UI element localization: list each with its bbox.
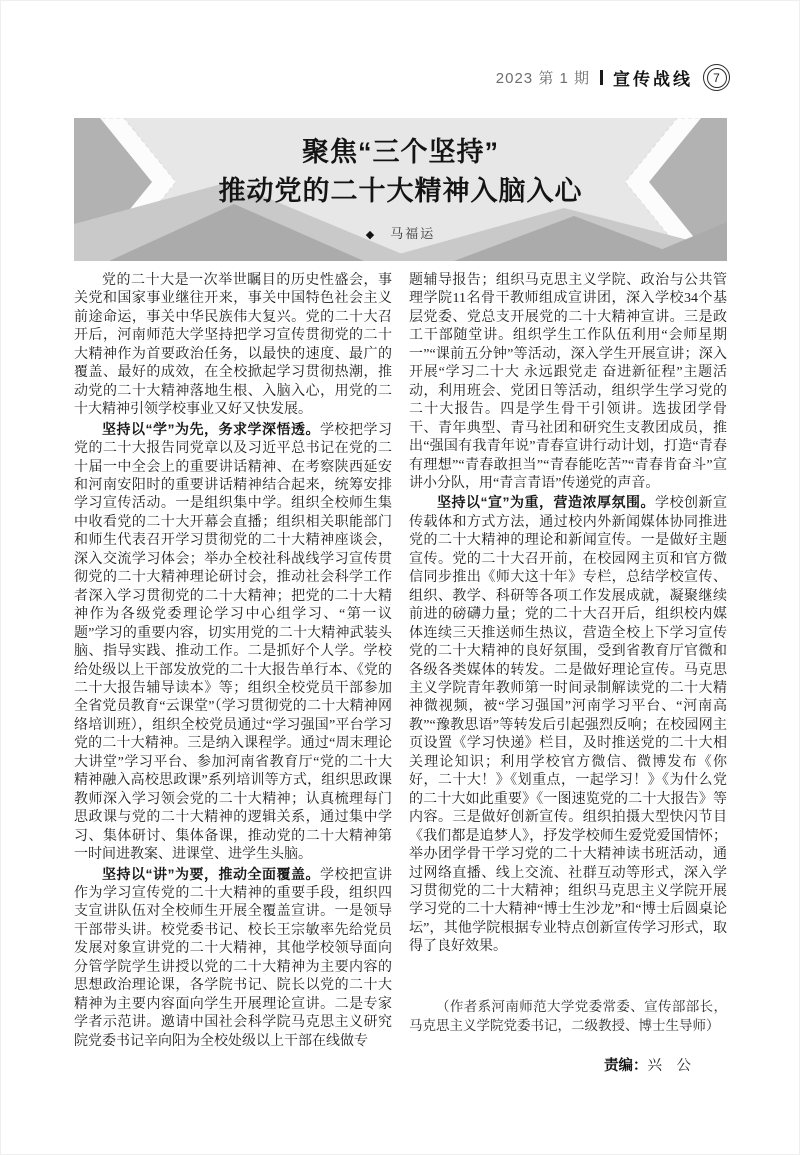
header-divider xyxy=(600,70,603,85)
page-header xyxy=(496,64,730,91)
column-right xyxy=(409,272,727,1075)
paragraph-3: 坚持以“讲”为要，推动全面覆盖。学校把宣讲作为学习宣传党的二十大精神的重要手段，组织四支宣讲队伍对全校师生开展全覆盖宣讲。一是领导干部带头讲。校党委书记、校长王宗敏率先给党员发展对象宣讲党的二十大精神，其他学校领导面向分管学院学生讲授以党的二十大精神为主要内容的思想政治理论课，各学院书记、院长以党的二十大精神为主要内容面向学生开展理论宣讲。二是专家学者示范讲。邀请中国社会科学院马克思主义研究院党委书记辛向阳为全校处级以上干部在线做专 xyxy=(74,865,392,1049)
section-title: 宣传战线 xyxy=(613,70,693,89)
editor-name: 兴 公 xyxy=(647,1057,691,1074)
page-number: 7 xyxy=(707,68,727,88)
title-line-2: 推动党的二十大精神入脑入心 xyxy=(218,176,583,206)
article-body xyxy=(74,272,727,1075)
paragraph-4: 坚持以“宣”为重，营造浓厚氛围。学校创新宣传载体和方式方法，通过校内外新闻媒体协同推进党的二十大精神的理论和新闻宣传。一是做好主题宣传。党的二十大召开前，在校园网主页和官方微信同步推出《师大这十年》专栏，总结学校宣传、组织、教学、科研等各项工作发展成就，凝聚继续前进的磅礴力量；党的二十大召开后，组织校内媒体连续三天推送师生热议，营造全校上下学习宣传党的二十大精神的良好氛围，受到省教育厅官微和各级各类媒体的转发。二是做好理论宣传。马克思主义学院青年教师第一时间录制解读党的二十大精神微视频，被“学习强国”河南学习平台、“河南高教”“豫教思语”等转发后引起强烈反响；在校园网主页设置《学习快递》栏目，及时推送党的二十大相关理论知识；利用学校官方微信、微博发布《你好，二十大！》《划重点，一起学习！》《为什么党的二十大如此重要》《一图速览党的二十大报告》等内容。三是做好创新宣传。组织拍摄大型快闪节目《我们都是追梦人》，抒发学校师生爱党爱国情怀；举办团学骨干学习党的二十大精神读书班活动，通过网络直播、线上交流、社群互动等形式，深入学习贯彻党的二十大精神；组织马克思主义学院开展学习党的二十大精神“博士生沙龙”和“博士后圆桌论坛”，其他学院根据专业特点创新宣传学习形式，取得了良好效果。 xyxy=(409,494,727,955)
title-banner xyxy=(74,118,727,261)
paragraph-2: 坚持以“学”为先，务求学深悟透。学校把学习党的二十大报告同党章以及习近平总书记在党的二十届一中全会上的重要讲话精神、在考察陕西延安和河南安阳时的重要讲话精神结合起来，统筹安排学习宣传活动。一是组织集中学。组织全校师生集中收看党的二十大开幕会直播；组织相关职能部门和师生代表召开学习贯彻党的二十大精神座谈会，深入交流学习体会；举办全校社科战线学习宣传贯彻党的二十大精神理论研讨会，推动社会科学工作者深入学习贯彻党的二十大精神；把党的二十大精神作为各级党委理论学习中心组学习、“第一议题”学习的重要内容，切实用党的二十大精神武装头脑、指导实践、推动工作。二是抓好个人学。学校给处级以上干部发放党的二十大报告单行本、《党的二十大报告辅导读本》等；组织全校党员干部参加全省党员教育“云课堂”（学习贯彻党的二十大精神网络培训班），组织全校党员通过“学习强国”平台学习党的二十大精神。三是纳入课程学。通过“周末理论大讲堂”学习平台、参加河南省教育厅“党的二十大精神融入高校思政课”系列培训等方式，组织思政课教师深入学习领会党的二十大精神；认真梳理每门思政课与党的二十大精神的逻辑关系，通过集中学习、集体研讨、集体备课，推动党的二十大精神第一时间进教案、进课堂、进学生头脑。 xyxy=(74,420,392,863)
editor-line xyxy=(409,1057,727,1075)
author-attribution: （作者系河南师范大学党委常委、宣传部部长，马克思主义学院党委书记，二级教授、博士生导师） xyxy=(409,998,727,1034)
diamond-icon: ◆ xyxy=(365,229,375,241)
author-row xyxy=(74,223,727,242)
article-title xyxy=(74,133,727,211)
column-left xyxy=(74,272,392,1075)
paragraph-3-lead: 坚持以“讲”为要，推动全面覆盖。 xyxy=(102,865,320,882)
paragraph-3-continued: 题辅导报告；组织马克思主义学院、政治与公共管理学院11名骨干教师组成宣讲团，深入学校34个基层党委、党总支开展党的二十大精神宣讲。三是政工干部随堂讲。组织学生工作队伍利用“会师星期一”“课前五分钟”等活动，深入学生开展宣讲；深入开展“学习二十大 永远跟党走 奋进新征程”主题活动，利用班会、党团日等活动，组织学生学习党的二十大报告。四是学生骨干引领讲。选拔团学骨干、青年典型、青马社团和研究生支教团成员，推出“强国有我青年说”青春宣讲行动计划，打造“青春有理想”“青春敢担当”“青春能吃苦”“青春肯奋斗”宣讲小分队，用“青言青语”传递党的声音。 xyxy=(409,273,727,491)
paragraph-1: 党的二十大是一次举世瞩目的历史性盛会，事关党和国家事业继往开来，事关中国特色社会主义前途命运，事关中华民族伟大复兴。党的二十大召开后，河南师范大学坚持把学习宣传贯彻党的二十大精神作为首要政治任务，以最快的速度、最广的覆盖、最好的成效，在全校掀起学习贯彻热潮，推动党的二十大精神落地生根、入脑入心，用党的二十大精神引领学校事业又好又快发展。 xyxy=(74,273,392,418)
issue-label: 2023 第 1 期 xyxy=(495,70,590,87)
editor-label: 责编： xyxy=(604,1057,648,1074)
author-name: 马福运 xyxy=(390,226,436,241)
paragraph-4-lead: 坚持以“宣”为重，营造浓厚氛围。 xyxy=(437,494,655,511)
title-block xyxy=(74,133,727,242)
title-line-1: 聚焦“三个坚持” xyxy=(302,137,499,167)
page-number-badge xyxy=(703,64,730,91)
paragraph-2-lead: 坚持以“学”为先，务求学深悟透。 xyxy=(102,420,320,437)
